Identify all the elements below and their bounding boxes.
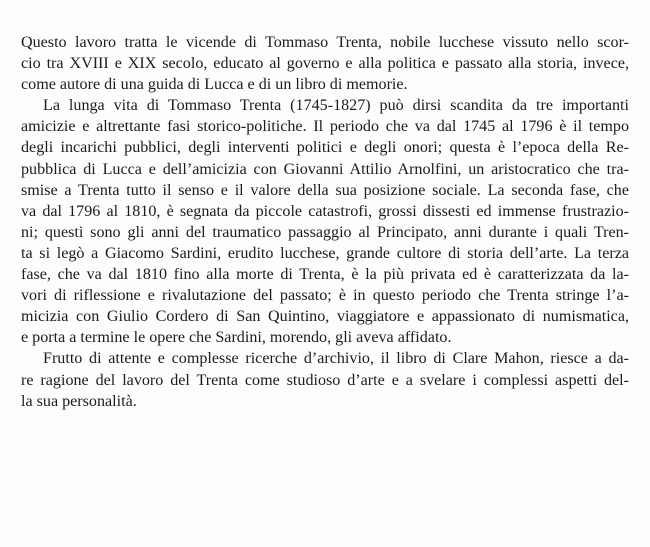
text-line: degli incarichi pubblici, degli interventi politici e degli onori; questa è l’epoca della Re- (21, 139, 629, 157)
text-line: Questo lavoro tratta le vicende di Tommaso Trenta, nobile lucchese vissuto nello scor- (21, 34, 629, 51)
text-line: ta si legò a Giacomo Sardini, erudito lucchese, grande cultore di storia dell’arte. La terza (21, 244, 629, 262)
text-line: amicizie e altrettante fasi storico-politiche. Il periodo che va dal 1745 al 1796 è il tempo (21, 118, 629, 136)
text-line: e porta a termine le opere che Sardini, morendo, gli aveva affidato. (21, 329, 452, 347)
text-line: la sua personalità. (21, 392, 137, 410)
text-line: cio tra XVIII e XIX secolo, educato al governo e alla politica e passato alla storia, invece, (21, 55, 629, 73)
paragraph-3 (21, 348, 629, 411)
text-line: re ragione del lavoro del Trenta come studioso d’arte e a svelare i complessi aspetti del- (21, 371, 629, 389)
body-text (21, 32, 629, 412)
paragraph-2 (21, 95, 629, 348)
text-line: micizia con Giulio Cordero di San Quintino, viaggiatore e appassionato di numismatica, (21, 308, 629, 326)
text-line: Frutto di attente e complesse ricerche d’archivio, il libro di Clare Mahon, riesce a da- (43, 350, 629, 368)
text-line: ni; questi sono gli anni del traumatico passaggio al Principato, anni durante i quali Tren- (21, 223, 629, 241)
text-line: La lunga vita di Tommaso Trenta (1745-1827) può dirsi scandita da tre importanti (43, 97, 629, 115)
text-line: come autore di una guida di Lucca e di un libro di memorie. (21, 76, 408, 94)
text-line: pubblica di Lucca e dell’amicizia con Giovanni Attilio Arnolfini, un aristocratico che tra- (21, 160, 629, 178)
text-line: va dal 1796 al 1810, è segnata da piccole catastrofi, grossi dissesti ed immense frustrazio- (21, 202, 629, 220)
text-line: vori di riflessione e rivalutazione del passato; è in questo periodo che Trenta stringe l’a- (21, 287, 629, 305)
paragraph-1 (21, 32, 629, 95)
text-line: smise a Trenta tutto il senso e il valore della sua posizione sociale. La seconda fase, che (21, 181, 629, 199)
text-line: fase, che va dal 1810 fino alla morte di Trenta, è la più privata ed è caratterizzata da la- (21, 266, 629, 284)
